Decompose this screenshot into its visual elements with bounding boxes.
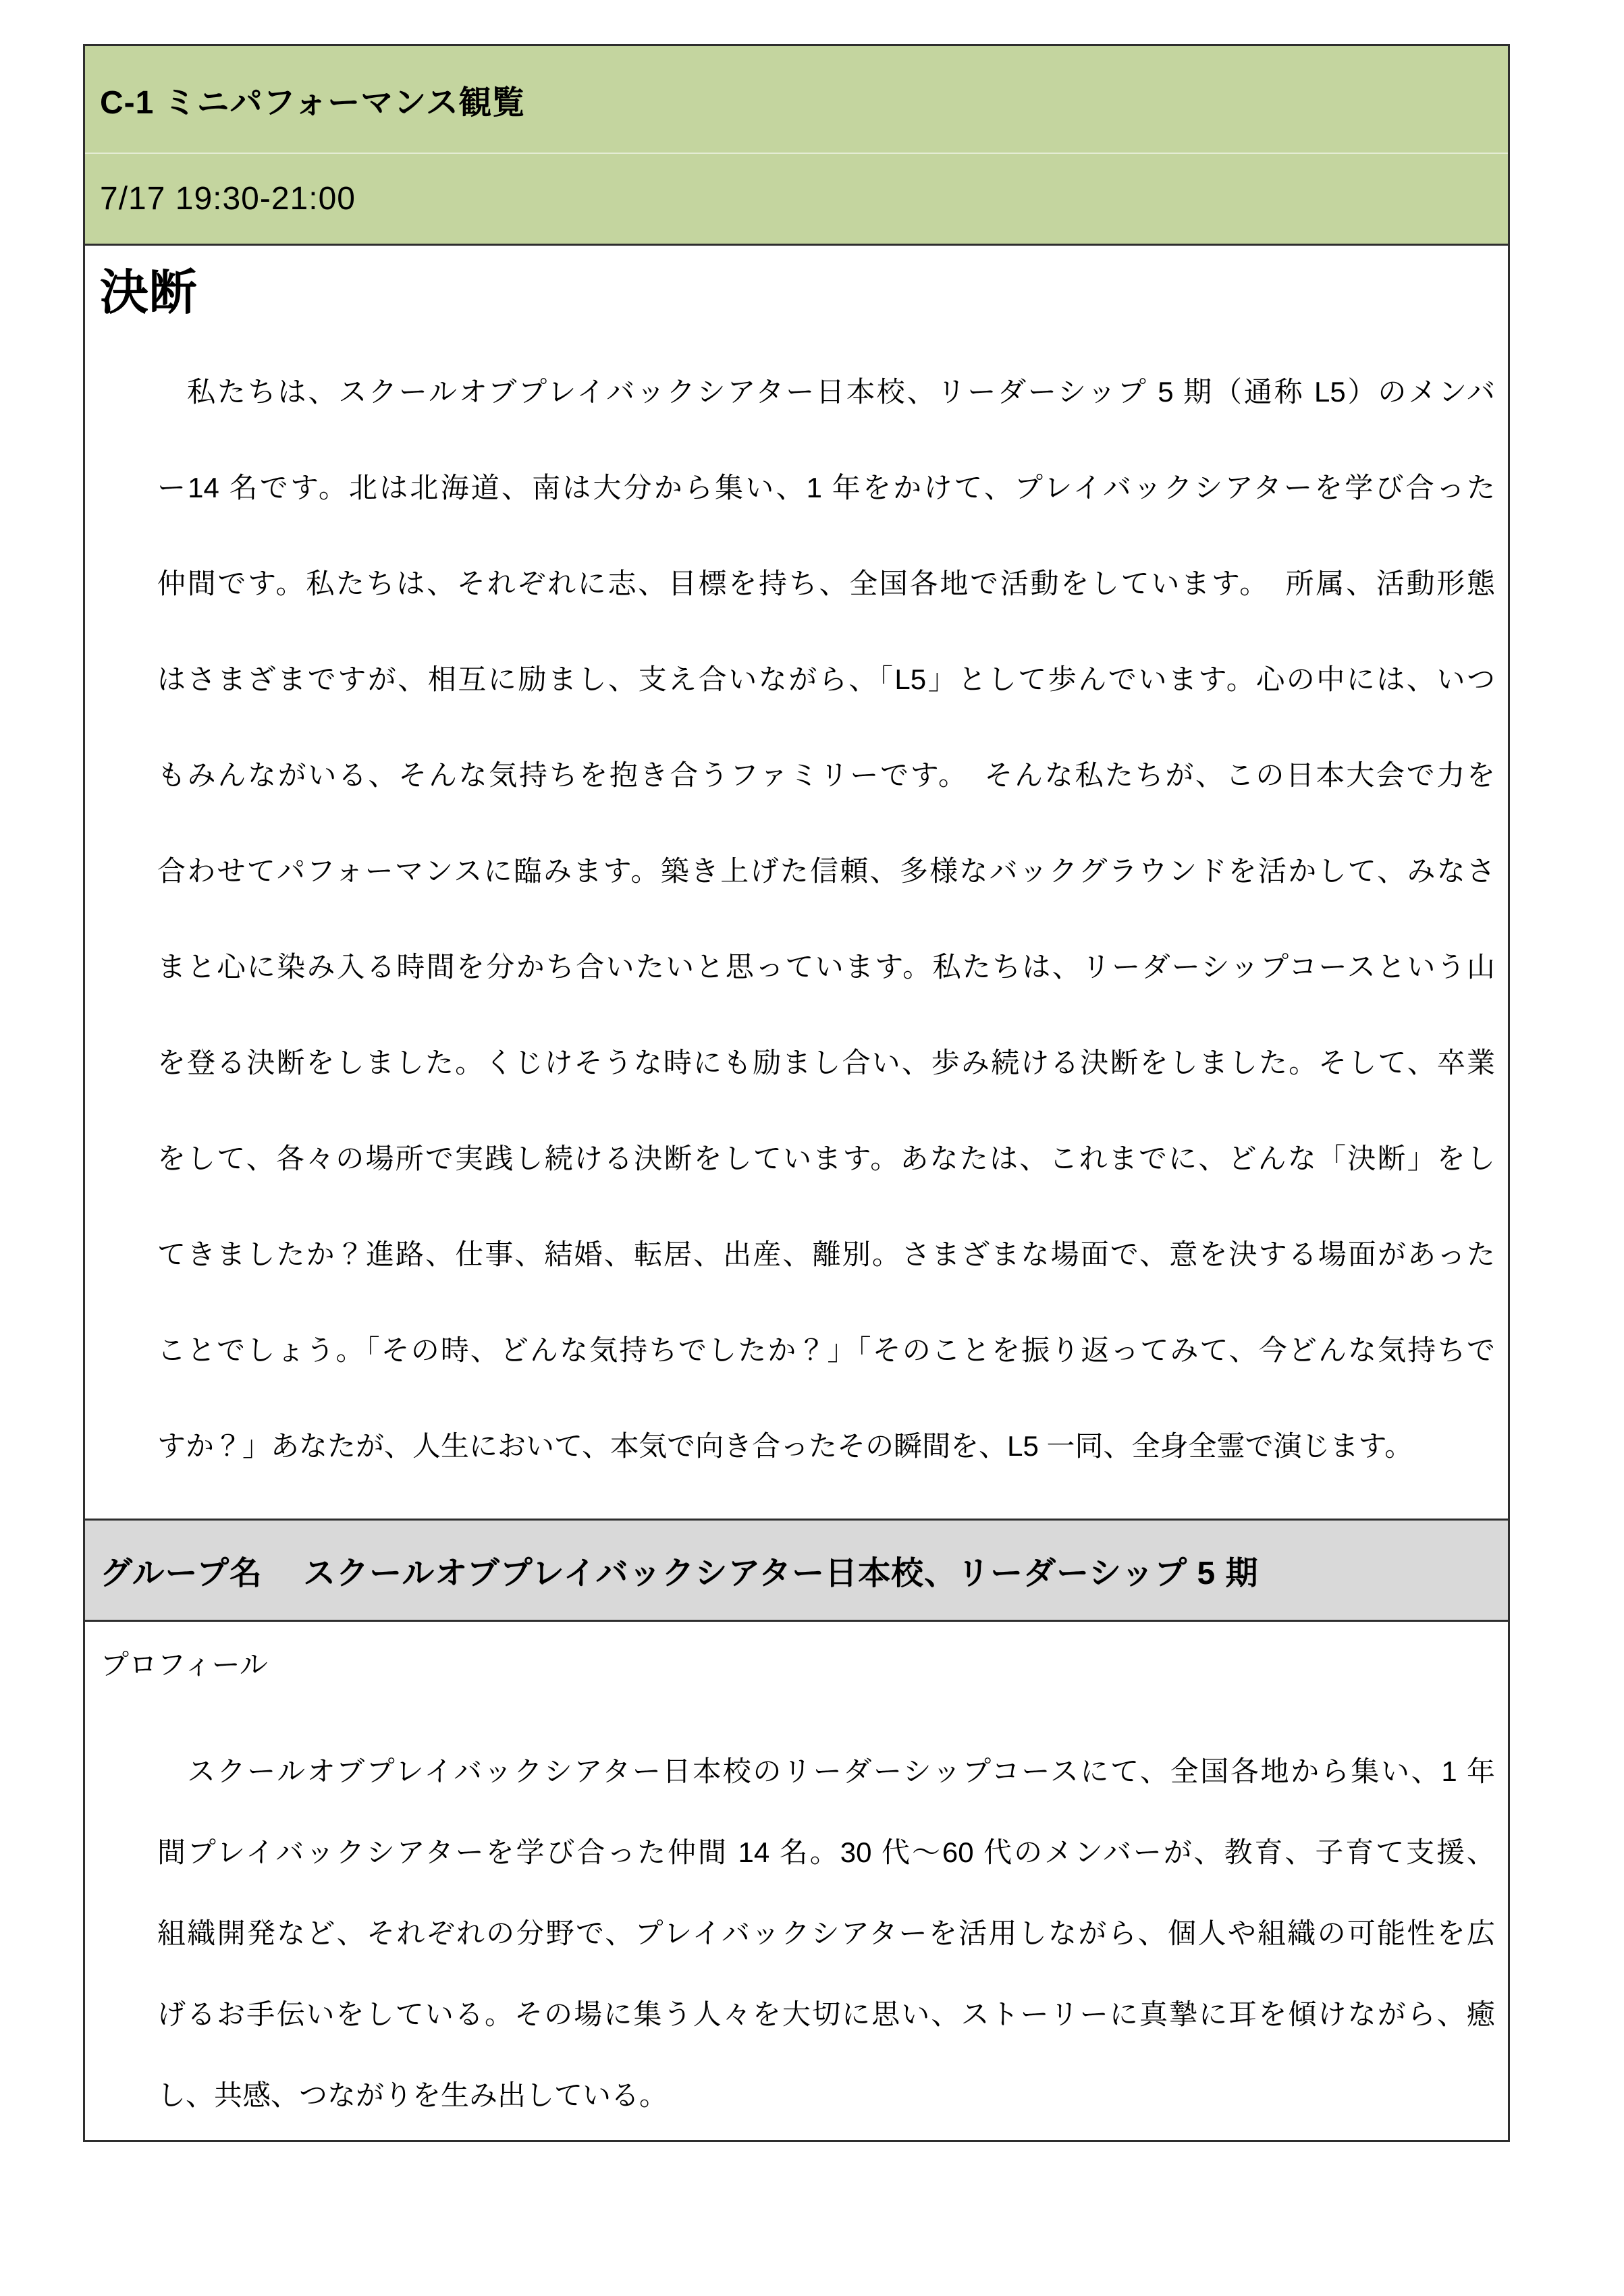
header-datetime-row: [85, 154, 1508, 244]
profile-paragraph: [157, 1731, 1495, 2136]
description-line: 仲間です。私たちは、それぞれに志、目標を持ち、全国各地で活動をしています。 所属、活動形態: [157, 568, 1495, 599]
profile-line: スクールオブプレイバックシアター日本校のリーダーシップコースにて、全国各地から集い、1 年: [187, 1755, 1495, 1787]
group-label: グループ名: [100, 1556, 263, 1591]
session-datetime: 7/17 19:30-21:00: [100, 181, 356, 217]
description-line: てきましたか？進路、仕事、結婚、転居、出産、離別。さまざまな場面で、意を決する場面があった: [157, 1238, 1495, 1270]
description-line: まと心に染み入る時間を分かち合いたいと思っています。私たちは、リーダーシップコースという山: [157, 951, 1495, 983]
description-line: をして、各々の場所で実践し続ける決断をしています。あなたは、これまでに、どんな「決断」をし: [157, 1143, 1495, 1174]
description-line: すか？」あなたが、人生において、本気で向き合ったその瞬間を、L5 一同、全身全霊で演じます。: [157, 1430, 1413, 1462]
profile-cell: [85, 1646, 1508, 2136]
program-table: [83, 44, 1510, 2142]
group-name-row: [85, 1521, 1508, 1622]
profile-line: げるお手伝いをしている。その場に集う人々を大切に思い、ストーリーに真摯に耳を傾けながら、癒: [157, 1998, 1495, 2030]
description-line: 私たちは、スクールオブプレイバックシアター日本校、リーダーシップ 5 期（通称 L5）のメンバ: [187, 376, 1495, 408]
group-name: スクールオブプレイバックシアター日本校、リーダーシップ 5 期: [303, 1556, 1259, 1591]
performance-description-cell: [85, 244, 1508, 1521]
description-line: ー14 名です。北は北海道、南は大分から集い、1 年をかけて、プレイバックシアターを学び合った: [157, 472, 1495, 503]
profile-line: 組織開発など、それぞれの分野で、プレイバックシアターを活用しながら、個人や組織の可能性を広: [157, 1917, 1495, 1949]
description-line: ことでしょう。「その時、どんな気持ちでしたか？」「そのことを振り返ってみて、今どんな気持ちで: [157, 1334, 1495, 1366]
profile-label: プロフィール: [101, 1649, 268, 1680]
profile-line: し、共感、つながりを生み出している。: [157, 2079, 668, 2111]
performance-title: 決断: [100, 266, 198, 320]
description-line: 合わせてパフォーマンスに臨みます。築き上げた信頼、多様なバックグラウンドを活かして、みなさ: [157, 855, 1495, 887]
description-line: もみんながいる、そんな気持ちを抱き合うファミリーです。 そんな私たちが、この日本大会で力を: [157, 759, 1495, 791]
performance-description: [157, 344, 1495, 1494]
description-line: はさまざまですが、相互に励まし、支え合いながら、「L5」として歩んでいます。心の中には、いつ: [157, 663, 1496, 695]
description-line: を登る決断をしました。くじけそうな時にも励まし合い、歩み続ける決断をしました。そして、卒業: [157, 1047, 1495, 1078]
header-session-row: [85, 46, 1508, 154]
profile-line: 間プレイバックシアターを学び合った仲間 14 名。30 代～60 代のメンバーが、教育、子育て支援、: [157, 1836, 1495, 1868]
session-title: C-1 ミニパフォーマンス観覧: [100, 84, 525, 121]
